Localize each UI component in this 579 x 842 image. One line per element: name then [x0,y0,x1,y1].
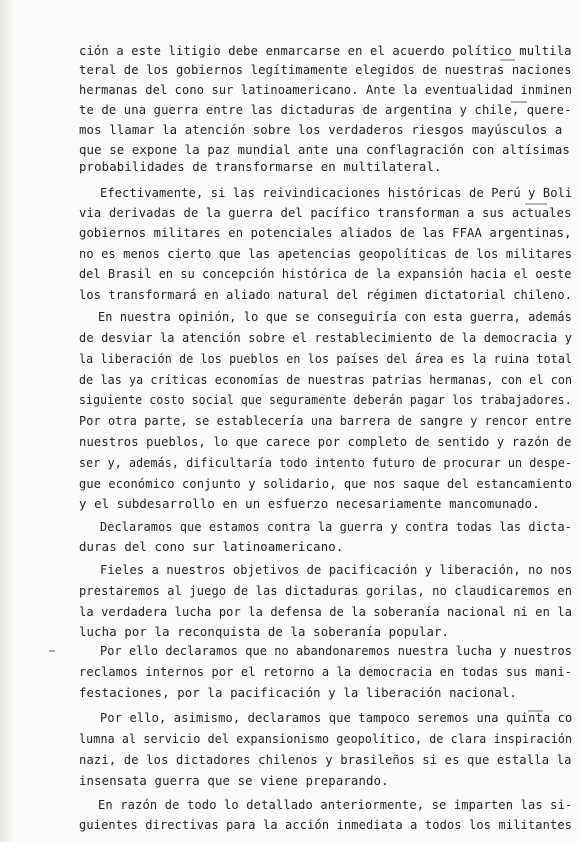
text-line: festaciones, por la pacificación y la liberación nacional. [79,686,518,700]
text-line: que se expone la paz mundial ante una conflagración con altísimas [79,143,570,157]
text-line: mos llamar la atención sobre los verdaderos riesgos mayúsculos a [79,123,563,137]
text-line: lucha por la reconquista de la soberanía popular. [79,625,450,639]
text-line: de desviar la atención sobre el restablecimiento de la democracia y [79,331,573,345]
text-line: Por ello declaramos que no abandonaremos nuestra lucha y nuestros [100,644,572,658]
text-line: Fieles a nuestros objetivos de pacificación y liberación, no nos [100,563,573,577]
text-line: Efectivamente, si las reivindicaciones históricas de Perú y Boli [100,186,573,200]
text-line: no es menos cierto que las apetencias geopolíticas de los militares [79,247,573,261]
text-line: Declaramos que estamos contra la guerra y contra todas las dicta- [100,520,572,534]
text-line: probabilidades de transformarse en multilateral. [79,160,442,174]
text-line: te de una guerra entre las dictaduras de argentina y chile, quere- [79,103,572,117]
text-line: reclamos internos por el retorno a la democracia en todas sus mani- [79,665,573,679]
text-line: la liberación de los pueblos en los países del área es la ruina total [79,352,573,366]
text-line: gue económico conjunto y solidario, que nos saque del estancamiento [79,477,573,491]
text-line: guientes directivas para la acción inmediata a todos los militantes [79,818,573,832]
text-line: En nuestra opinión, lo que se conseguiría con esta guerra, además [98,310,572,324]
text-line: En razón de todo lo detallado anteriormente, se imparten las si- [98,798,573,812]
text-line: ción a este litigio debe enmarcarse en el acuerdo político multila [79,44,572,58]
text-line: los transformará en aliado natural del régimen dictatorial chileno. [79,288,573,302]
text-line: insensata guerra que se viene preparando. [79,774,389,788]
text-line: nazi, de los dictadores chilenos y brasileños si es que estalla la [79,753,572,767]
text-line: prestaremos al juego de las dictaduras gorilas, no claudicaremos en [79,584,573,598]
text-line: nuestros pueblos, lo que carece por completo de sentido y razón de [79,435,572,449]
text-line: del Brasil en su concepción histórica de la expansión hacia el oeste [79,267,572,281]
text-line: de las ya críticas economías de nuestras patrias hermanas, con el con [79,373,573,387]
text-line: Por otra parte, se establecería una barrera de sangre y rencor entre [79,414,572,428]
text-line: duras del cono sur latinoamericano. [79,540,344,554]
text-line: gobiernos militares en potenciales aliados de las FFAA argentinas, [79,226,572,240]
text-line: Por ello, asimismo, declaramos que tampoco seremos una quinta co [100,711,573,725]
text-line: teral de los gobiernos legítimamente elegidos de nuestras naciones [79,63,572,77]
text-line: la verdadera lucha por la defensa de la soberanía nacional ni en la [79,605,573,619]
text-line: lumna al servicio del expansionismo geopolítico, de clara inspiración [79,732,573,746]
text-line: hermanas del cono sur latinoamericano. Ante la eventualidad inminen [79,83,573,97]
text-line: via derivadas de la guerra del pacífico transforman a sus actuales [79,206,572,220]
text-line: ser y, además, dificultaría todo intento futuro de procurar un despe- [79,456,573,470]
text-line: y el subdesarrollo en un esfuerzo necesariamente mancomunado. [79,497,540,511]
text-line: siguiente costo social que seguramente deberán pagar los trabajadores. [79,393,572,407]
